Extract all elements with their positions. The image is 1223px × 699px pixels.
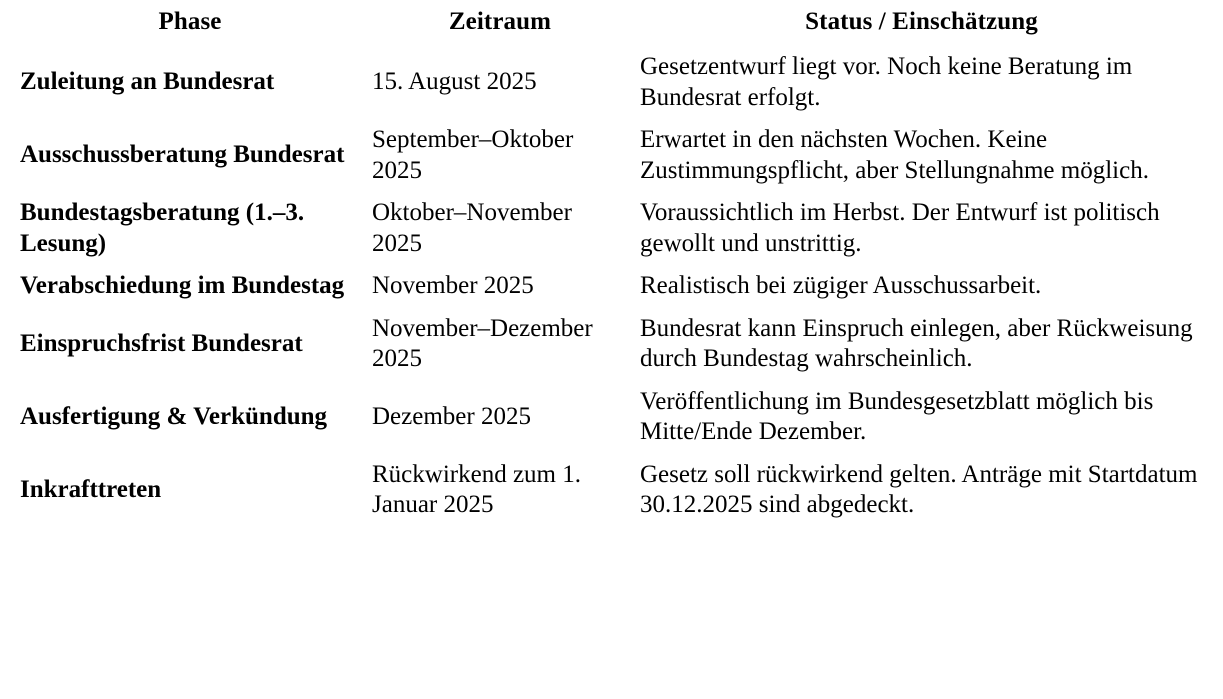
table-header xyxy=(14,6,1209,46)
cell-status: Bundesrat kann Einspruch einlegen, aber Rückweisung durch Bundestag wahrscheinlich. xyxy=(640,314,1193,372)
table-row xyxy=(14,381,1209,454)
table-row xyxy=(14,454,1209,527)
cell-zeitraum: November–Dezember 2025 xyxy=(372,314,593,372)
cell-status: Erwartet in den nächsten Wochen. Keine Zustimmungspflicht, aber Stellungnahme möglich. xyxy=(640,126,1149,184)
cell-zeitraum: November 2025 xyxy=(372,272,534,299)
cell-zeitraum: Oktober–November 2025 xyxy=(372,199,572,257)
legislative-timeline-table xyxy=(14,6,1209,527)
cell-zeitraum: Rückwirkend zum 1. Januar 2025 xyxy=(372,460,581,518)
cell-phase: Einspruchsfrist Bundesrat xyxy=(20,329,303,357)
column-header-zeitraum: Zeitraum xyxy=(448,8,552,35)
cell-phase: Ausschussberatung Bundesrat xyxy=(20,141,345,169)
column-header-phase: Phase xyxy=(158,8,222,35)
cell-status: Voraussichtlich im Herbst. Der Entwurf ist politisch gewollt und unstrittig. xyxy=(640,199,1160,257)
cell-phase: Ausfertigung & Verkündung xyxy=(20,402,328,430)
table-row xyxy=(14,308,1209,381)
cell-status: Gesetz soll rückwirkend gelten. Anträge mit Startdatum 30.12.2025 sind abgedeckt. xyxy=(640,460,1198,518)
table-row xyxy=(14,119,1209,192)
cell-status: Veröffentlichung im Bundesgesetzblatt möglich bis Mitte/Ende Dezember. xyxy=(640,387,1154,445)
table-header-row xyxy=(14,6,1209,46)
cell-status: Realistisch bei zügiger Ausschussarbeit. xyxy=(640,272,1042,299)
column-header-status: Status / Einschätzung xyxy=(805,8,1038,35)
cell-phase: Verabschiedung im Bundestag xyxy=(20,272,345,299)
cell-phase: Bundestagsberatung (1.–3. Lesung) xyxy=(20,199,305,257)
table-body xyxy=(14,46,1209,527)
table-row xyxy=(14,192,1209,265)
cell-zeitraum: Dezember 2025 xyxy=(372,402,531,430)
cell-status: Gesetzentwurf liegt vor. Noch keine Beratung im Bundesrat erfolgt. xyxy=(640,53,1133,111)
cell-zeitraum: 15. August 2025 xyxy=(372,68,537,96)
table-row xyxy=(14,46,1209,119)
table-row xyxy=(14,265,1209,308)
cell-zeitraum: September–Oktober 2025 xyxy=(372,126,574,184)
cell-phase: Zuleitung an Bundesrat xyxy=(20,68,275,96)
cell-phase: Inkrafttreten xyxy=(20,475,162,503)
